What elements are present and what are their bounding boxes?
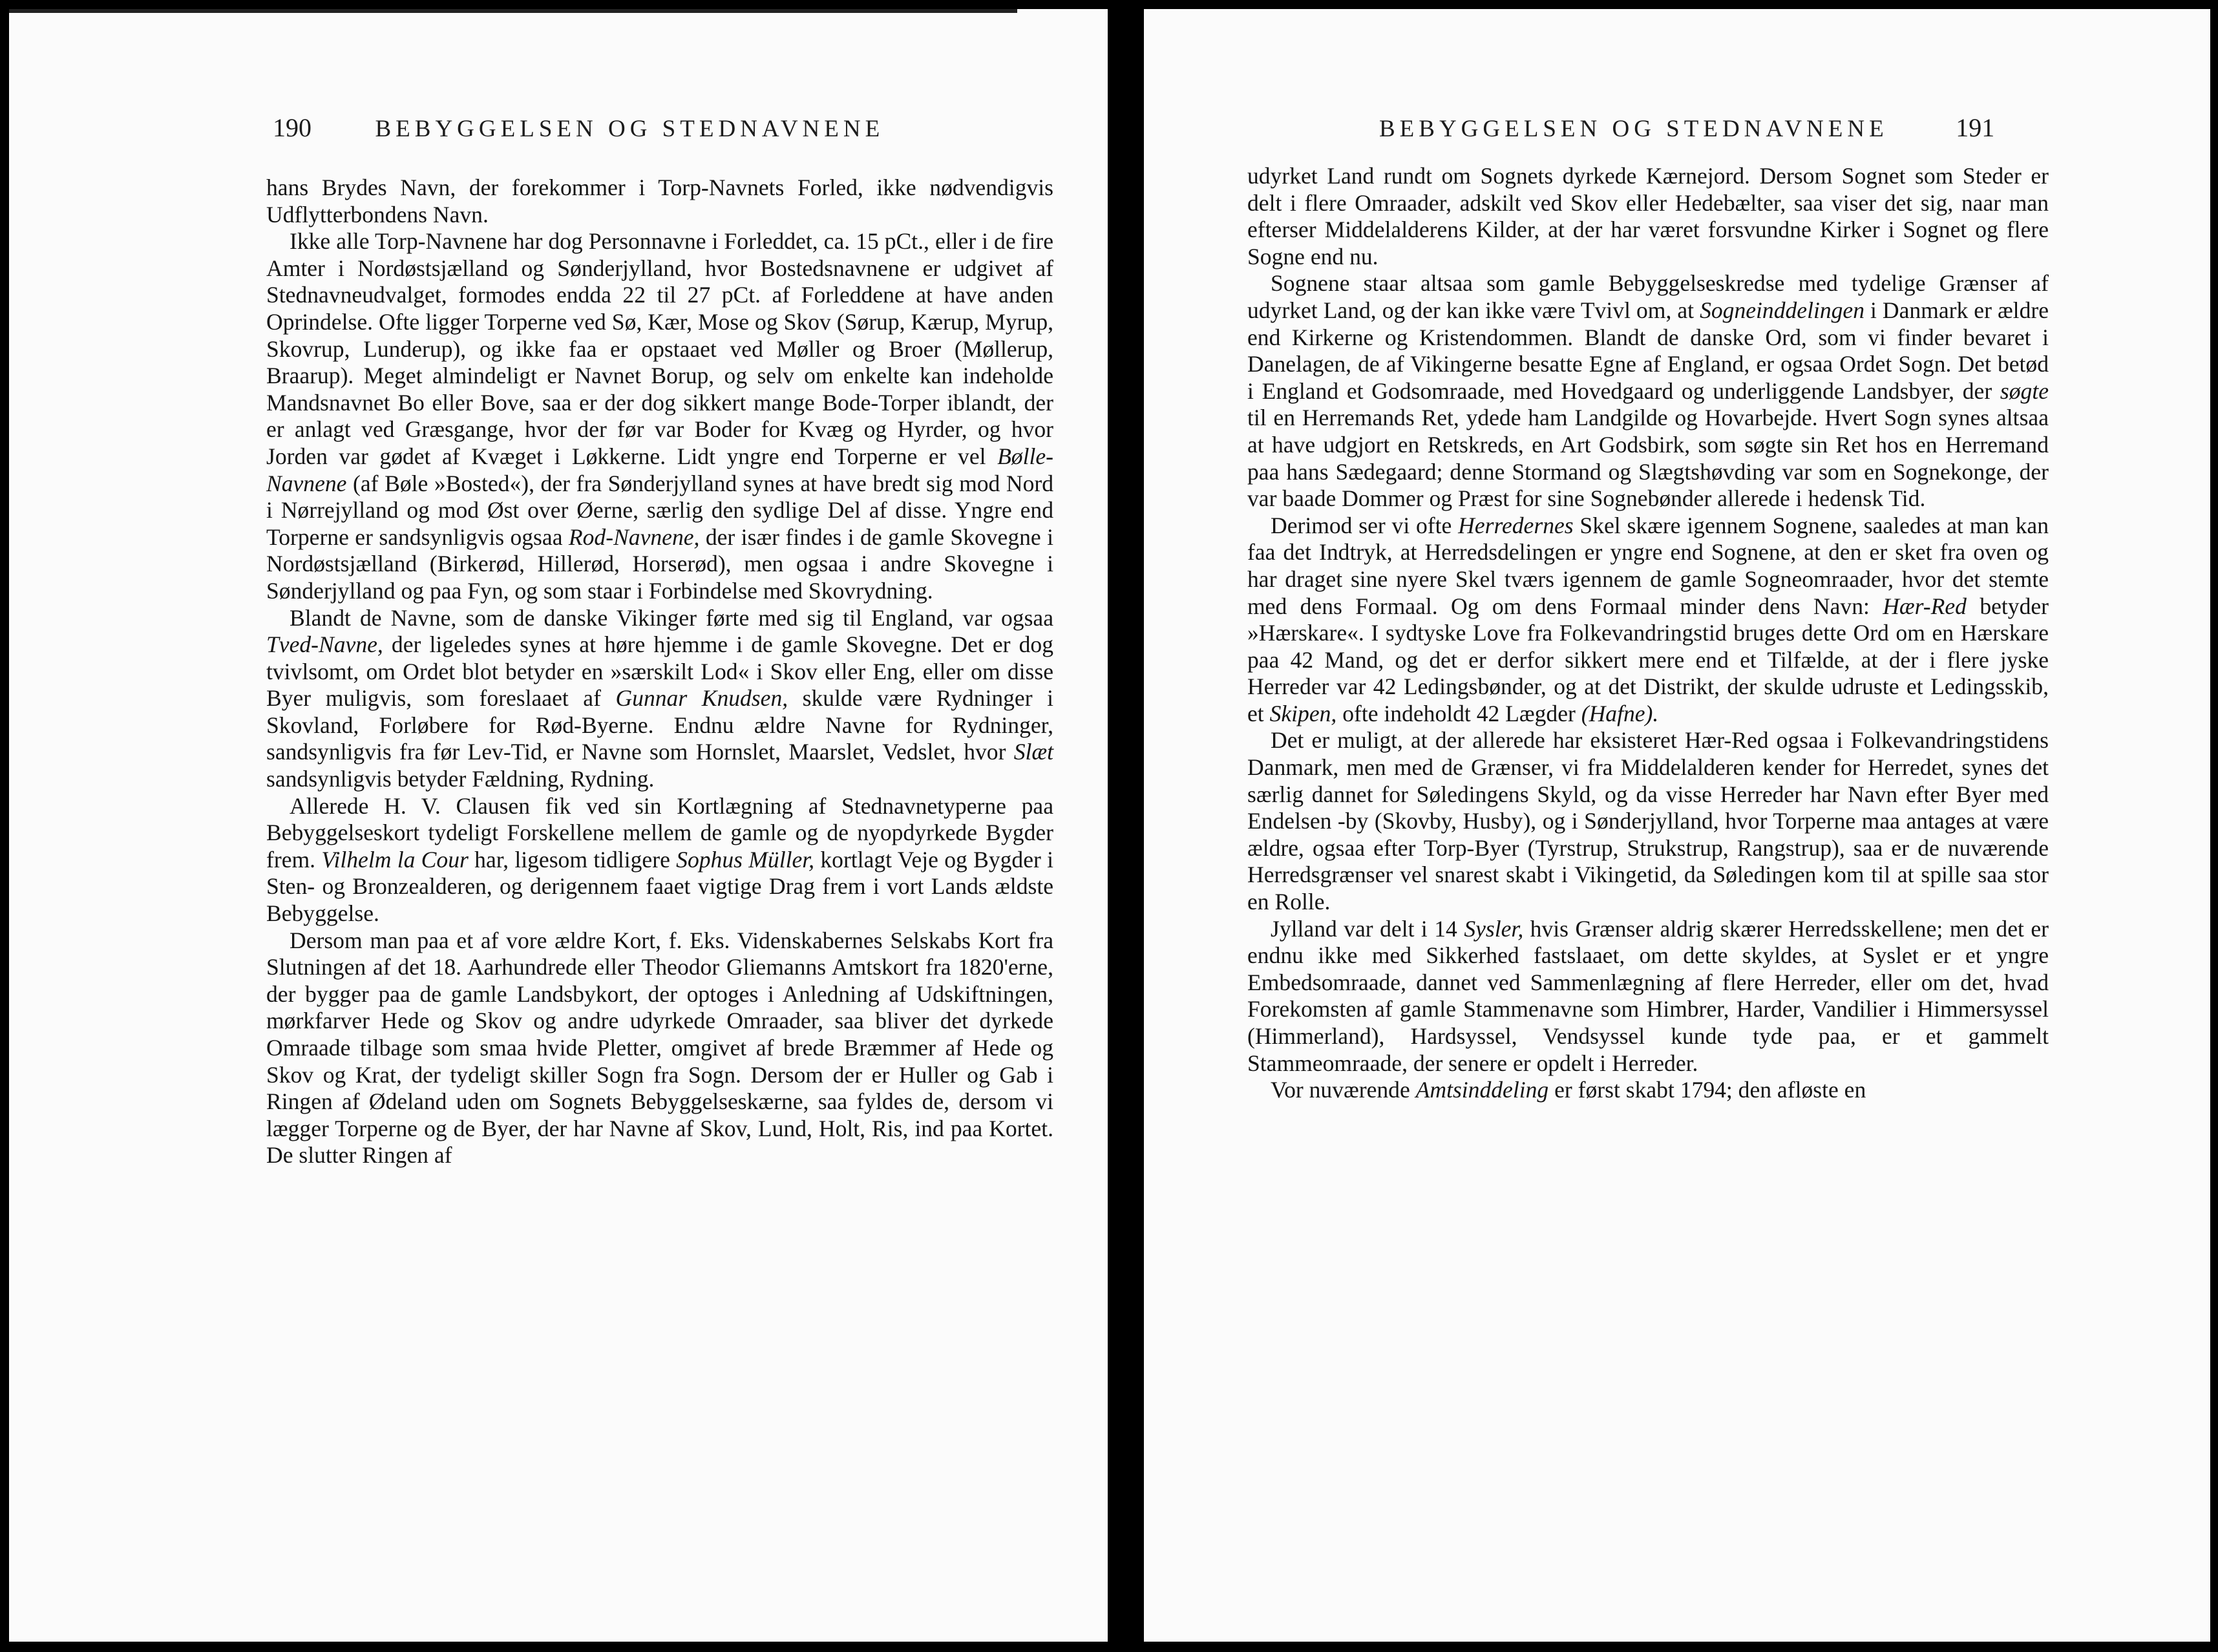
right-page-body [1247, 163, 2049, 1104]
text-run: udyrket Land rundt om Sognets dyrkede Kærnejord. Dersom Sognet som Steder er delt i flere Omraader, adskilt ved Skov eller Hedebælter, saa viser det sig, naar man efterser Middelalderens Kilder, at der har været forsvundne Kirker i Sognet og flere Sogne end nu. [1247, 163, 2049, 270]
italic-text: Bølle-Navnene [266, 443, 1053, 496]
text-run: hans Brydes Navn, der forekommer i Torp-Navnets Forled, ikke nødvendigvis Udflytterbondens Navn. [266, 175, 1053, 228]
text-run: til en Herremands Ret, ydede ham Landgilde og Hovarbejde. Hvert Sogn synes altsaa at have udgjort en Retskreds, en Art Godsbirk, som søgte sin Ret hos en Herremand paa hans Sædegaard; denne Stormand og Slægtshøvding var som en Sognekonge, der var baade Dommer og Præst for sine Sognebønder allerede i hedensk Tid. [1247, 405, 2049, 512]
paragraph [266, 927, 1053, 1169]
paragraph [1247, 163, 2049, 270]
text-run: Det er muligt, at der allerede har eksisteret Hær-Red ogsaa i Folkevandringstidens Danmark, men med de Grænser, vi fra Middelalderen kender for Herredet, synes det særlig dannet for Søledingens Skyld, og da visse Herreder har Navn efter Byer med Endelsen -by (Skovby, Husby), og i Sønderjylland, hvor Torperne maa antages at være ældre, ogsaa efter Torp-Byer (Tyrstrup, Strukstrup, Rangstrup), saa er de nuværende Herredsgrænser vel snarest skabt i Vikingetid, da Søledingen kom til at spille saa stor en Rolle. [1247, 727, 2049, 915]
top-edge-line [9, 9, 1017, 13]
right-page-header [1379, 112, 1994, 143]
text-run: Sognene staar altsaa som gamle Bebyggelseskredse med tydelige Grænser af udyrket Land, og der kan ikke være Tvivl om, at [1247, 270, 2049, 323]
text-run: der ligeledes synes at høre hjemme i de gamle Skovegne. Det er dog tvivlsomt, om Ordet blot betyder en »særskilt Lod« i Skov eller Eng, eller om disse Byer muligvis, som foreslaaet af [266, 631, 1053, 712]
right-page [1144, 9, 2210, 1642]
paragraph [266, 228, 1053, 604]
paragraph [1247, 727, 2049, 915]
text-run: ofte indeholdt 42 Lægder [1336, 700, 1581, 726]
italic-text: Vilhelm la Cour [321, 846, 469, 873]
text-run: Skel skære igennem Sognene, saaledes at man kan faa det Indtryk, at Herredsdelingen er yngre end Sognene, at den er sket fra oven og har draget sine nyere Skel tværs igennem de gamle Sogneomraader, hvor det stemte med dens Formaal. Og om dens Formaal minder dens Navn: [1247, 512, 2049, 619]
paragraph [1247, 916, 2049, 1077]
left-page-header [273, 112, 884, 143]
italic-text: Herredernes [1458, 512, 1574, 538]
left-page-body [266, 175, 1053, 1169]
paragraph [1247, 513, 2049, 728]
text-run: Vor nuværende [1271, 1077, 1416, 1103]
italic-text: (Hafne). [1581, 700, 1659, 726]
text-run: i Danmark er ældre end Kirkerne og Kristendommen. Blandt de danske Ord, som vi finder bevaret i Danelagen, de af Vikingerne besatte Egne af England, er ogsaa Ordet Sogn. Det betød i England et Godsomraade, med Hovedgaard og underliggende Landsbyer, der [1247, 297, 2049, 404]
text-run: kortlagt Veje og Bygder i Sten- og Bronzealderen, og derigennem faaet vigtige Drag frem i vort Lands ældste Bebyggelse. [266, 846, 1054, 927]
text-run: hvis Grænser aldrig skærer Herredsskellene; men det er endnu ikke med Sikkerhed fastslaaet, om dette skyldes, at Syslet er et yngre Embedsomraade, dannet ved Sammenlægning af flere Herreder, eller om det, hvad Forekomsten af gamle Stammenavne som Himbrer, Harder, Vandilier i Himmersyssel (Himmerland), Hardsyssel, Vendsyssel kunde tyde paa, er et gammelt Stammeomraade, der senere er opdelt i Herreder. [1247, 915, 2049, 1076]
page-number: 190 [273, 113, 312, 142]
italic-text: Gunnar Knudsen, [615, 685, 788, 712]
paragraph [266, 175, 1053, 228]
text-run: Allerede H. V. Clausen fik ved sin Kortlægning af Stednavnetyperne paa Bebyggelseskort tydeligt Forskellene mellem de gamle og de nyopdyrkede Bygder frem. [266, 792, 1053, 873]
paragraph [1247, 1077, 2049, 1104]
italic-text: Tved-Navne, [266, 631, 383, 658]
italic-text: Rod-Navnene, [568, 524, 700, 550]
italic-text: Sysler, [1464, 915, 1524, 942]
text-run: er først skabt 1794; den afløste en [1548, 1077, 1866, 1103]
text-run: Blandt de Navne, som de danske Vikinger førte med sig til England, var ogsaa [290, 604, 1053, 631]
text-run: betyder »Hærskare«. I sydtyske Love fra Folkevandringstid bruges dette Ord om en Hærskare paa 42 Mand, og det er derfor sikkert mere end et Tilfælde, at der i flere jyske Herreder var 42 Ledingsbønder, og at det Distrikt, der skulde udruste et Ledingsskib, et [1247, 593, 2049, 726]
left-page [9, 9, 1108, 1642]
text-run: Jylland var delt i 14 [1271, 915, 1464, 942]
italic-text: Hær-Red [1883, 593, 1967, 619]
italic-text: Sogneinddelingen [1700, 297, 1864, 323]
running-head: BEBYGGELSEN OG STEDNAVNENE [1379, 116, 1888, 142]
text-run: skulde være Rydninger i Skovland, Forløbere for Rød-Byerne. Endnu ældre Navne for Rydninger, sandsynligvis fra før Lev-Tid, er Navne som Hornslet, Maarslet, Vedslet, hvor [266, 685, 1053, 765]
running-head: BEBYGGELSEN OG STEDNAVNENE [375, 116, 885, 142]
paragraph [266, 605, 1053, 793]
italic-text: Slæt [1013, 739, 1053, 765]
italic-text: Sophus Müller, [676, 846, 815, 873]
text-run: (af Bøle »Bosted«), der fra Sønderjylland synes at have bredt sig mod Nord i Nørrejylland og mod Øst over Øerne, særlig den sydlige Del af disse. Yngre end Torperne er sandsynligvis ogsaa [266, 470, 1053, 550]
text-run: sandsynligvis betyder Fældning, Rydning. [266, 766, 655, 792]
book-gutter [1108, 9, 1144, 1642]
text-run: har, ligesom tidligere [468, 846, 677, 873]
text-run: Ikke alle Torp-Navnene har dog Personnavne i Forleddet, ca. 15 pCt., eller i de fire Amter i Nordøstsjælland og Sønderjylland, hvor Bostedsnavnene er udgivet af Stednavneudvalget, formodes endda 22 til 27 pCt. af Forleddene at have anden Oprindelse. Ofte ligger Torperne ved Sø, Kær, Mose og Skov (Sørup, Kærup, Myrup, Skovrup, Lunderup), og ikke faa er opstaaet ved Møller og Broer (Møllerup, Braarup). Meget almindeligt er Navnet Borup, og selv om enkelte kan indeholde Mandsnavnet Bo eller Bove, saa er der dog sikkert mange Bode-Torper iblandt, der er anlagt ved Græsgange, hvor der før var Boder for Kvæg og Hyrder, og hvor Jorden var gødet af Kvæget i Løkkerne. Lidt yngre end Torperne er vel [266, 228, 1053, 469]
text-run: Dersom man paa et af vore ældre Kort, f. Eks. Videnskabernes Selskabs Kort fra Slutningen af det 18. Aarhundrede eller Theodor Gliemanns Amtskort fra 1820'erne, der bygger paa de gamle Landsbykort, der optoges i Anledning af Udskiftningen, mørkfarver Hede og Skov og andre udyrkede Omraader, saa bliver det dyrkede Omraade tilbage som smaa hvide Pletter, omgivet af brede Bræmmer af Hede og Skov og Krat, der tydeligt skiller Sogn fra Sogn. Dersom der er Huller og Gab i Ringen af Ødeland uden om Sognets Bebyggelseskærne, saa fyldes de, dersom vi lægger Torperne og de Byer, der har Navne af Skov, Lund, Holt, Ris, ind paa Kortet. De slutter Ringen af [266, 927, 1053, 1169]
italic-text: Amtsinddeling [1415, 1077, 1549, 1103]
page-number: 191 [1956, 113, 1995, 142]
italic-text: Skipen, [1269, 700, 1337, 726]
italic-text: søgte [2000, 377, 2049, 404]
text-run: Derimod ser vi ofte [1271, 512, 1459, 538]
paragraph [1247, 270, 2049, 512]
text-run: der især findes i de gamle Skovegne i Nordøstsjælland (Birkerød, Hillerød, Horserød), men ogsaa i andre Skovegne i Sønderjylland og paa Fyn, og som staar i Forbindelse med Skovrydning. [266, 524, 1053, 604]
paragraph [266, 793, 1053, 927]
